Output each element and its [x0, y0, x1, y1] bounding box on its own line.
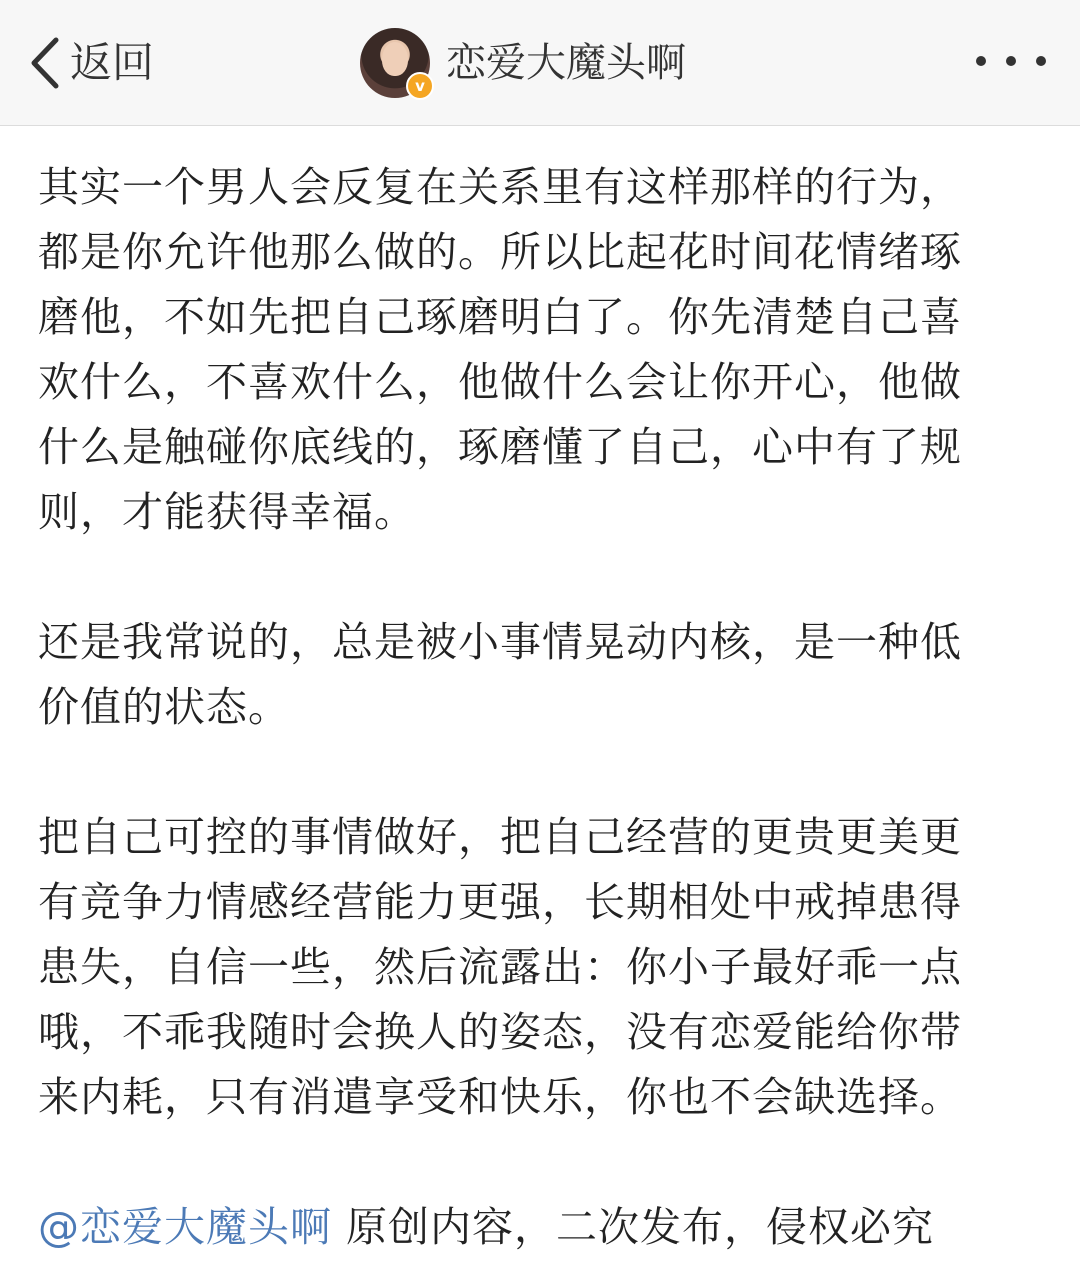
text-line: 磨他，不如先把自己琢磨明白了。你先清楚自己喜	[38, 293, 962, 341]
back-label: 返回	[70, 38, 155, 87]
more-icon	[976, 56, 986, 66]
more-button[interactable]	[976, 46, 1046, 76]
footer-line	[38, 1195, 1048, 1260]
text-line: 有竞争力情感经营能力更强，长期相处中戒掉患得	[38, 878, 962, 926]
paragraph-1	[38, 155, 1048, 545]
text-line: 把自己可控的事情做好，把自己经营的更贵更美更	[38, 813, 962, 861]
chevron-left-icon	[28, 34, 62, 92]
avatar[interactable]	[360, 28, 430, 98]
text-line: 来内耗，只有消遣享受和快乐，你也不会缺选择。	[38, 1073, 962, 1121]
more-icon	[1036, 56, 1046, 66]
text-line: 其实一个男人会反复在关系里有这样那样的行为，	[38, 163, 962, 211]
more-icon	[1006, 56, 1016, 66]
text-line: 哦，不乖我随时会换人的姿态，没有恋爱能给你带	[38, 1008, 962, 1056]
post-content	[38, 155, 1048, 1260]
text-line: 还是我常说的，总是被小事情晃动内核，是一种低	[38, 618, 962, 666]
text-line: 价值的状态。	[38, 683, 290, 731]
text-line: 则，才能获得幸福。	[38, 488, 416, 536]
paragraph-gap	[38, 1130, 1048, 1195]
footer-text: 原创内容，二次发布，侵权必究	[332, 1203, 935, 1251]
paragraph-3	[38, 805, 1048, 1130]
user-header[interactable]	[360, 28, 686, 98]
top-navigation-bar	[0, 0, 1080, 126]
verified-badge-icon: v	[406, 72, 434, 100]
text-line: 欢什么，不喜欢什么，他做什么会让你开心，他做	[38, 358, 962, 406]
paragraph-gap	[38, 545, 1048, 610]
username[interactable]: 恋爱大魔头啊	[446, 40, 686, 86]
back-button[interactable]	[28, 30, 154, 96]
text-line: 什么是触碰你底线的，琢磨懂了自己，心中有了规	[38, 423, 962, 471]
text-line: 都是你允许他那么做的。所以比起花时间花情绪琢	[38, 228, 962, 276]
text-line: 患失，自信一些，然后流露出：你小子最好乖一点	[38, 943, 962, 991]
paragraph-gap	[38, 740, 1048, 805]
paragraph-2	[38, 610, 1048, 740]
user-mention-link[interactable]: @恋爱大魔头啊	[38, 1203, 332, 1251]
